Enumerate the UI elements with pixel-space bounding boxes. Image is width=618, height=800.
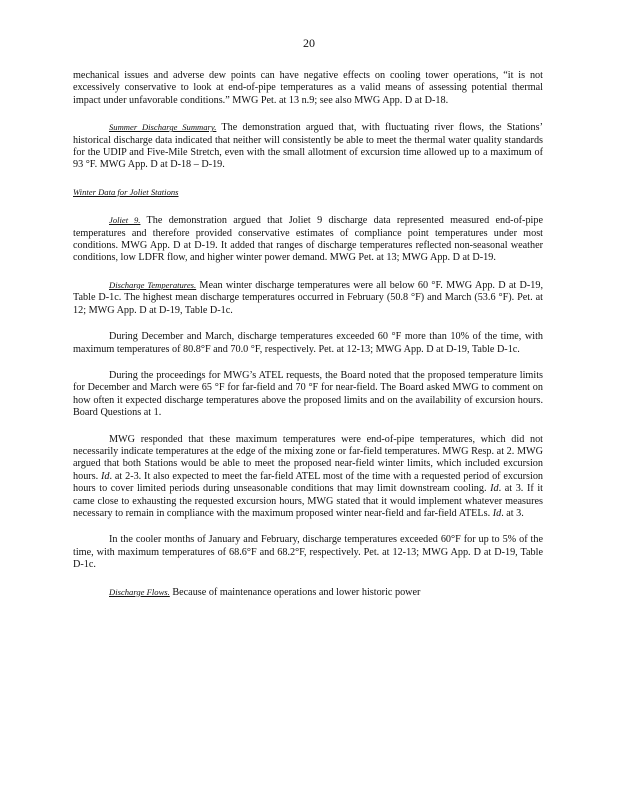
section-heading-winter-data: Winter Data for Joliet Stations: [73, 186, 179, 197]
paragraph-text: The demonstration argued that Joliet 9 discharge data represented measured end-of-pipe temperatures and therefore provided conservative estimates of compliance point temperatures under most conditions. MWG App. D at D-19. It added that ranges of discharge temperatures reflected non-seasonal weather conditions, low LDFR flow, and higher winter power demand. MWG Pet. at 13; MWG App. D at D-19.: [73, 215, 543, 264]
paragraph-text: Because of maintenance operations and lower historic power: [169, 586, 421, 598]
paragraph-text: . at 3.: [501, 507, 524, 519]
paragraph-1: mechanical issues and adverse dew points can have negative effects on cooling tower operations, “it is not excessively conservative to look at end-of-pipe temperatures as a valid means of assessing potential thermal impact under unfavorable conditions.” MWG Pet. at 13 n.9; see also MWG App. D at D-18.: [73, 70, 543, 106]
paragraph-discharge-temperatures: [73, 279, 543, 317]
paragraph-text: . at 2-3. It also expected to meet the far-field ATEL most of the time with a requested period of excursion hours to cover limited periods during unseasonable conditions that may limit downstream cooling.: [73, 470, 544, 495]
paragraph-text: MWG responded that these maximum temperatures were end-of-pipe temperatures, which did not necessarily indicate temperatures at the edge of the mixing zone or far-field temperatures. MWG Resp. at 2. MWG argued that both Stations would be able to meet the proposed near-field winter limits, which included excursion hours.: [73, 433, 543, 482]
page-number: 20: [303, 36, 315, 50]
citation-id: Id: [492, 507, 502, 519]
paragraph-text: . at 3. If it came close to exhausting the requested excursion hours, MWG stated that it would implement whatever measures necessary to remain in compliance with the maximum proposed winter near-field and far-field ATELs.: [73, 483, 543, 519]
paragraph-summer-discharge-summary: [73, 121, 543, 172]
subheading-discharge-flows: Discharge Flows.: [109, 586, 170, 597]
subheading-summer-discharge-summary: Summer Discharge Summary.: [109, 122, 217, 133]
paragraph-joliet-9: [73, 214, 543, 265]
paragraph-mwg-response: [73, 434, 543, 521]
paragraph-cooler-months: In the cooler months of January and February, discharge temperatures exceeded 60°F for up to 5% of the time, with maximum temperatures of 68.6°F and 68.2°F, respectively. Pet. at 12-13; MWG App. D at D-19, Table D-1c.: [73, 534, 543, 571]
citation-id: Id: [101, 470, 110, 482]
subheading-joliet-9: Joliet 9.: [109, 215, 141, 226]
paragraph-board-questions: During the proceedings for MWG’s ATEL requests, the Board noted that the proposed temperature limits for December and March were 65 °F for far-field and 70 °F for near-field. The Board asked MWG to comment on how often it expected discharge temperatures above the proposed limits and on the availability of excursion hours. Board Questions at 1.: [73, 369, 543, 419]
subheading-discharge-temperatures: Discharge Temperatures.: [109, 279, 197, 290]
paragraph-text: Mean winter discharge temperatures were all below 60 °F. MWG App. D at D-19, Table D-1c. The highest mean discharge temperatures occurred in February (50.8 °F) and March (53.6 °F). Pet. at 12; MWG App. D at D-19, Table D-1c.: [73, 279, 543, 316]
document-body: [73, 70, 543, 613]
paragraph-december-march: During December and March, discharge temperatures exceeded 60 °F more than 10% of the time, with maximum temperatures of 80.8°F and 70.0 °F, respectively. Pet. at 12-13; MWG App. D at D-19, Table D-1c.: [73, 331, 543, 355]
citation-id: Id: [490, 483, 499, 495]
paragraph-text: The demonstration argued that, with fluctuating river flows, the Stations’ historical discharge data indicated that neither will consistently be able to meet the thermal water quality standards for the UDIP and Five-Mile Stretch, even with the small allotment of excursion time allowed up to a maximum of 93 °F. MWG App. D at D-18 – D-19.: [73, 122, 543, 171]
paragraph-discharge-flows: [73, 586, 543, 599]
